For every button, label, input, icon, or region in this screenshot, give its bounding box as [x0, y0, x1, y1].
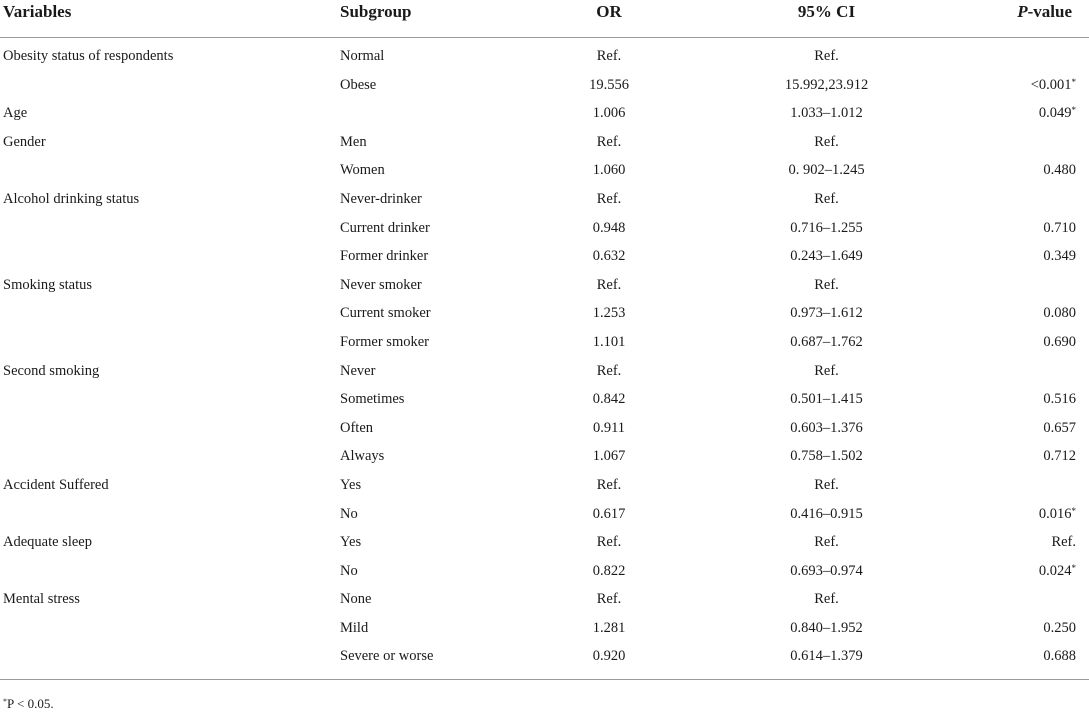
cell-subgroup	[338, 99, 538, 128]
table-row	[0, 128, 1089, 157]
significance-marker: *	[1071, 505, 1076, 516]
cell-subgroup: Sometimes	[340, 391, 405, 408]
cell-or: 19.556	[589, 76, 629, 93]
cell-subgroup: Always	[340, 448, 385, 465]
cell-ci: 0.758–1.502	[790, 448, 863, 465]
cell-p-value	[973, 357, 1089, 386]
p-value-text: <0.001	[1030, 76, 1072, 93]
cell-ci: 0.416–0.915	[790, 505, 863, 522]
cell-ci: 0.614–1.379	[790, 648, 863, 665]
cell-variable	[0, 414, 338, 443]
p-value-text: 0.516	[1043, 391, 1076, 408]
table-footnote	[3, 697, 54, 711]
cell-p-value	[973, 500, 1089, 529]
cell-variable	[0, 442, 338, 471]
cell-or: 0.948	[592, 219, 626, 236]
cell-subgroup: Yes	[340, 476, 362, 493]
header-variables: Variables	[0, 0, 338, 38]
cell-or: 1.101	[592, 333, 626, 350]
cell-variable: Smoking status	[3, 276, 93, 293]
cell-p-value	[973, 242, 1089, 271]
table-row	[0, 557, 1089, 586]
cell-p-value	[973, 99, 1089, 128]
cell-p-value	[973, 299, 1089, 328]
table-row	[0, 99, 1089, 128]
cell-variable: Second smoking	[3, 362, 100, 379]
cell-variable: Gender	[3, 133, 46, 150]
cell-variable: Mental stress	[3, 591, 80, 608]
cell-ci: Ref.	[814, 190, 839, 207]
cell-variable	[0, 328, 338, 357]
cell-ci: Ref.	[814, 48, 839, 64]
cell-or: Ref.	[596, 48, 622, 64]
cell-or: 0.632	[592, 248, 626, 265]
header-p-rest: -value	[1027, 2, 1072, 21]
cell-subgroup: Mild	[340, 619, 369, 636]
table-row	[0, 38, 1089, 71]
cell-subgroup: Obese	[340, 76, 377, 93]
cell-variable	[0, 642, 338, 679]
table-row	[0, 242, 1089, 271]
cell-subgroup: Former drinker	[340, 248, 429, 265]
cell-ci: 0.840–1.952	[790, 619, 863, 636]
cell-variable	[0, 500, 338, 529]
p-value-text: 0.024	[1038, 562, 1072, 579]
table-row	[0, 271, 1089, 300]
cell-subgroup: Often	[340, 419, 374, 436]
cell-variable	[0, 385, 338, 414]
cell-subgroup: Severe or worse	[340, 648, 434, 665]
cell-or: Ref.	[596, 534, 622, 551]
table-row	[0, 71, 1089, 100]
header-subgroup: Subgroup	[338, 0, 538, 38]
cell-subgroup: Former smoker	[340, 333, 429, 350]
cell-or: 1.281	[592, 619, 626, 636]
footnote-marker: *	[3, 697, 7, 706]
cell-ci: Ref.	[814, 276, 839, 293]
cell-or: Ref.	[596, 133, 622, 150]
cell-or: Ref.	[596, 276, 622, 293]
cell-or: 1.006	[592, 105, 626, 122]
p-value-text: 0.657	[1043, 419, 1076, 436]
cell-p-value	[973, 557, 1089, 586]
cell-or: Ref.	[596, 190, 622, 207]
cell-subgroup: No	[340, 562, 358, 579]
cell-ci: 0.243–1.649	[790, 248, 863, 265]
cell-variable	[0, 614, 338, 643]
table-row	[0, 414, 1089, 443]
table-body	[0, 38, 1089, 681]
significance-marker: *	[1071, 76, 1076, 87]
cell-variable	[0, 557, 338, 586]
table-row	[0, 614, 1089, 643]
cell-p-value	[973, 214, 1089, 243]
cell-p-value	[973, 385, 1089, 414]
cell-ci: 0.716–1.255	[790, 219, 863, 236]
cell-ci: 1.033–1.012	[790, 105, 863, 122]
table-row	[0, 528, 1089, 557]
cell-subgroup: Normal	[340, 48, 385, 64]
header-ci: 95% CI	[680, 0, 973, 38]
cell-or: 0.822	[592, 562, 626, 579]
cell-p-value	[973, 414, 1089, 443]
cell-ci: Ref.	[814, 534, 839, 551]
table-row	[0, 471, 1089, 500]
p-value-text: 0.690	[1043, 333, 1076, 350]
significance-marker: *	[1071, 562, 1076, 573]
p-value-text: 0.049	[1038, 105, 1072, 122]
header-or: OR	[538, 0, 680, 38]
cell-or: 1.067	[592, 448, 626, 465]
cell-p-value	[973, 38, 1089, 71]
p-value-text: Ref.	[1051, 534, 1076, 551]
cell-or: Ref.	[596, 591, 622, 608]
cell-variable: Alcohol drinking status	[3, 190, 140, 207]
cell-variable	[0, 299, 338, 328]
cell-variable	[0, 71, 338, 100]
cell-ci: 15.992,23.912	[784, 76, 869, 93]
table-row	[0, 385, 1089, 414]
cell-subgroup: None	[340, 591, 372, 608]
table-bottom-rule	[0, 680, 1089, 681]
cell-ci: 0.603–1.376	[790, 419, 863, 436]
cell-or: Ref.	[596, 476, 622, 493]
p-value-text: 0.016	[1038, 505, 1072, 522]
footnote-text: P < 0.05.	[7, 696, 54, 711]
cell-variable: Adequate sleep	[3, 534, 92, 551]
table-row	[0, 585, 1089, 614]
cell-variable	[0, 242, 338, 271]
cell-or: 1.253	[592, 305, 626, 322]
cell-p-value	[973, 128, 1089, 157]
table-row	[0, 328, 1089, 357]
p-value-text: 0.349	[1043, 248, 1076, 265]
table-row	[0, 642, 1089, 679]
p-value-text: 0.480	[1043, 162, 1076, 179]
cell-p-value	[973, 71, 1089, 100]
cell-subgroup: Current drinker	[340, 219, 430, 236]
cell-p-value	[973, 642, 1089, 679]
p-value-text: 0.712	[1043, 448, 1076, 465]
cell-or: 0.842	[592, 391, 626, 408]
p-value-text: 0.688	[1043, 648, 1076, 665]
cell-subgroup: Never	[340, 362, 376, 379]
table-row	[0, 185, 1089, 214]
cell-ci: Ref.	[814, 476, 839, 493]
header-p-value	[973, 0, 1089, 38]
table-row	[0, 357, 1089, 386]
cell-subgroup: Yes	[340, 534, 362, 551]
cell-ci: Ref.	[814, 362, 839, 379]
cell-variable	[0, 156, 338, 185]
cell-ci: 0.693–0.974	[790, 562, 863, 579]
p-value-text: 0.710	[1043, 219, 1076, 236]
bottom-rule-line	[0, 680, 1089, 681]
table-row	[0, 214, 1089, 243]
cell-p-value	[973, 442, 1089, 471]
p-value-text: 0.080	[1043, 305, 1076, 322]
header-p-italic: P	[1017, 2, 1028, 21]
cell-variable: Age	[3, 105, 28, 122]
cell-subgroup: No	[340, 505, 358, 522]
cell-variable	[0, 214, 338, 243]
cell-ci: Ref.	[814, 591, 839, 608]
cell-subgroup: Men	[340, 133, 367, 150]
cell-p-value	[973, 528, 1089, 557]
cell-variable: Accident Suffered	[3, 476, 109, 493]
cell-p-value	[973, 328, 1089, 357]
table-row	[0, 299, 1089, 328]
table-row	[0, 500, 1089, 529]
cell-p-value	[973, 585, 1089, 614]
cell-p-value	[973, 471, 1089, 500]
cell-subgroup: Current smoker	[340, 305, 431, 322]
cell-or: 0.911	[592, 419, 626, 436]
p-value-text: 0.250	[1043, 619, 1076, 636]
cell-p-value	[973, 185, 1089, 214]
cell-p-value	[973, 156, 1089, 185]
cell-or: 0.617	[592, 505, 626, 522]
cell-ci: Ref.	[814, 133, 839, 150]
table-row	[0, 156, 1089, 185]
cell-variable: Obesity status of respondents	[3, 48, 174, 64]
cell-subgroup: Women	[340, 162, 385, 179]
table-header-row	[0, 0, 1089, 38]
cell-p-value	[973, 271, 1089, 300]
cell-ci: 0. 902–1.245	[788, 162, 865, 179]
cell-or: 0.920	[592, 648, 626, 665]
cell-ci: 0.501–1.415	[790, 391, 863, 408]
cell-or: 1.060	[592, 162, 626, 179]
cell-subgroup: Never-drinker	[340, 190, 422, 207]
significance-marker: *	[1071, 105, 1076, 116]
cell-or: Ref.	[596, 362, 622, 379]
cell-p-value	[973, 614, 1089, 643]
cell-ci: 0.687–1.762	[790, 333, 863, 350]
table-row	[0, 442, 1089, 471]
cell-ci: 0.973–1.612	[790, 305, 863, 322]
cell-subgroup: Never smoker	[340, 276, 422, 293]
